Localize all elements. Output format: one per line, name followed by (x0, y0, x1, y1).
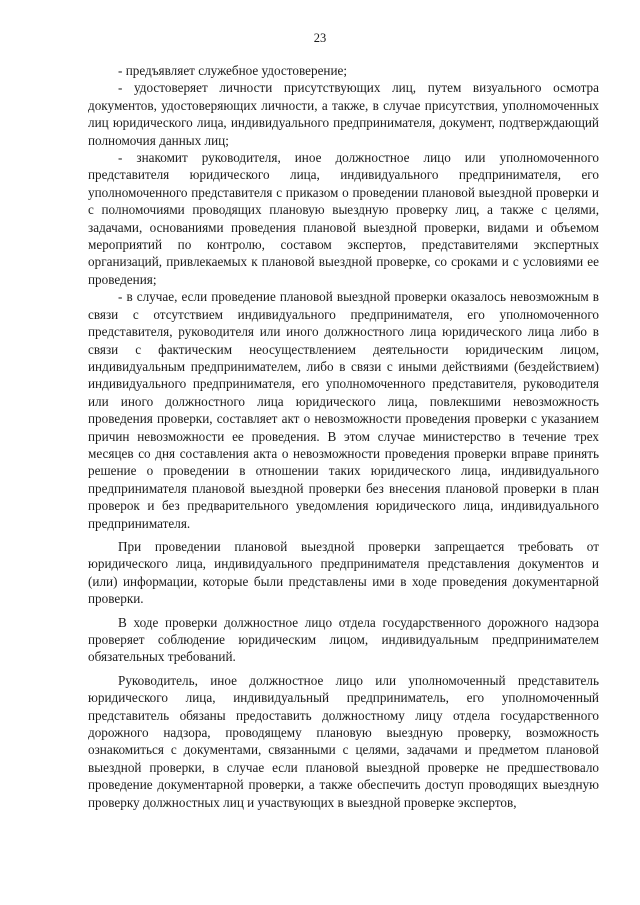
paragraph-1: - предъявляет служебное удостоверение; (118, 63, 348, 78)
paragraph-5: При проведении плановой выездной проверки запрещается требовать от юридического лица, индивидуального предпринимателя представления документов и (или) информации, которые были представлены ими в ходе проведения документарной проверки. (88, 538, 599, 607)
paragraph-2: - удостоверяет личности присутствующих лиц, путем визуального осмотра документов, удостоверяющих личности, а также, в случае присутствия, уполномоченных лиц юридического лица, индивидуального предпринимателя, документ, подтверждающий полномочия данных лиц; (88, 80, 599, 148)
body-text (88, 62, 599, 811)
paragraph-3: - знакомит руководителя, иное должностное лицо или уполномоченного представителя юридического лица, индивидуального предпринимателя, его уполномоченного представителя с приказом о проведении плановой выездной проверки и с полномочиями проводящих плановую выездную проверку лиц, а также с целями, задачами, основаниями проведения плановой выездной проверки, видами и объемом мероприятий по контролю, составом экспертов, представителями экспертных организаций, привлекаемых к плановой выездной проверке, со сроками и с условиями ее проведения; (88, 150, 599, 287)
paragraph-4: - в случае, если проведение плановой выездной проверки оказалось невозможным в связи с отсутствием индивидуального предпринимателя, его уполномоченного представителя, руководителя или иного должностного лица юридического лица либо в связи с фактическим неосуществлением деятельности юридическим лицом, индивидуальным предпринимателем, либо в связи с иными действиями (бездействием) индивидуального предпринимателя, его уполномоченного представителя, руководителя или иного должностного лица юридического лица, повлекшими невозможность проведения проверки, составляет акт о невозможности проведения проверки с указанием причин невозможности ее проведения. В этом случае министерство в течение трех месяцев со дня составления акта о невозможности проведения проверки вправе принять решение о проведении в отношении таких юридического лица, индивидуального предпринимателя плановой выездной проверки без внесения плановой проверки в план проверок и без предварительного уведомления юридического лица, индивидуального предпринимателя. (88, 289, 599, 531)
paragraph-7: Руководитель, иное должностное лицо или уполномоченный представитель юридического лица, индивидуальный предприниматель, его уполномоченный представитель обязаны предоставить должностному лицу отдела государственного дорожного надзора, проводящему плановую выездную проверку, возможность ознакомиться с документами, связанными с целями, задачами и предметом плановой выездной проверки, в случае если плановой выездной проверке не предшествовало проведение документарной проверки, а также обеспечить доступ проводящих выездную проверку должностных лиц и участвующих в выездной проверке экспертов, (88, 672, 599, 810)
paragraph-6: В ходе проверки должностное лицо отдела государственного дорожного надзора проверяет соблюдение юридическим лицом, индивидуальным предпринимателем обязательных требований. (88, 614, 599, 665)
page-number: 23 (313, 31, 327, 45)
